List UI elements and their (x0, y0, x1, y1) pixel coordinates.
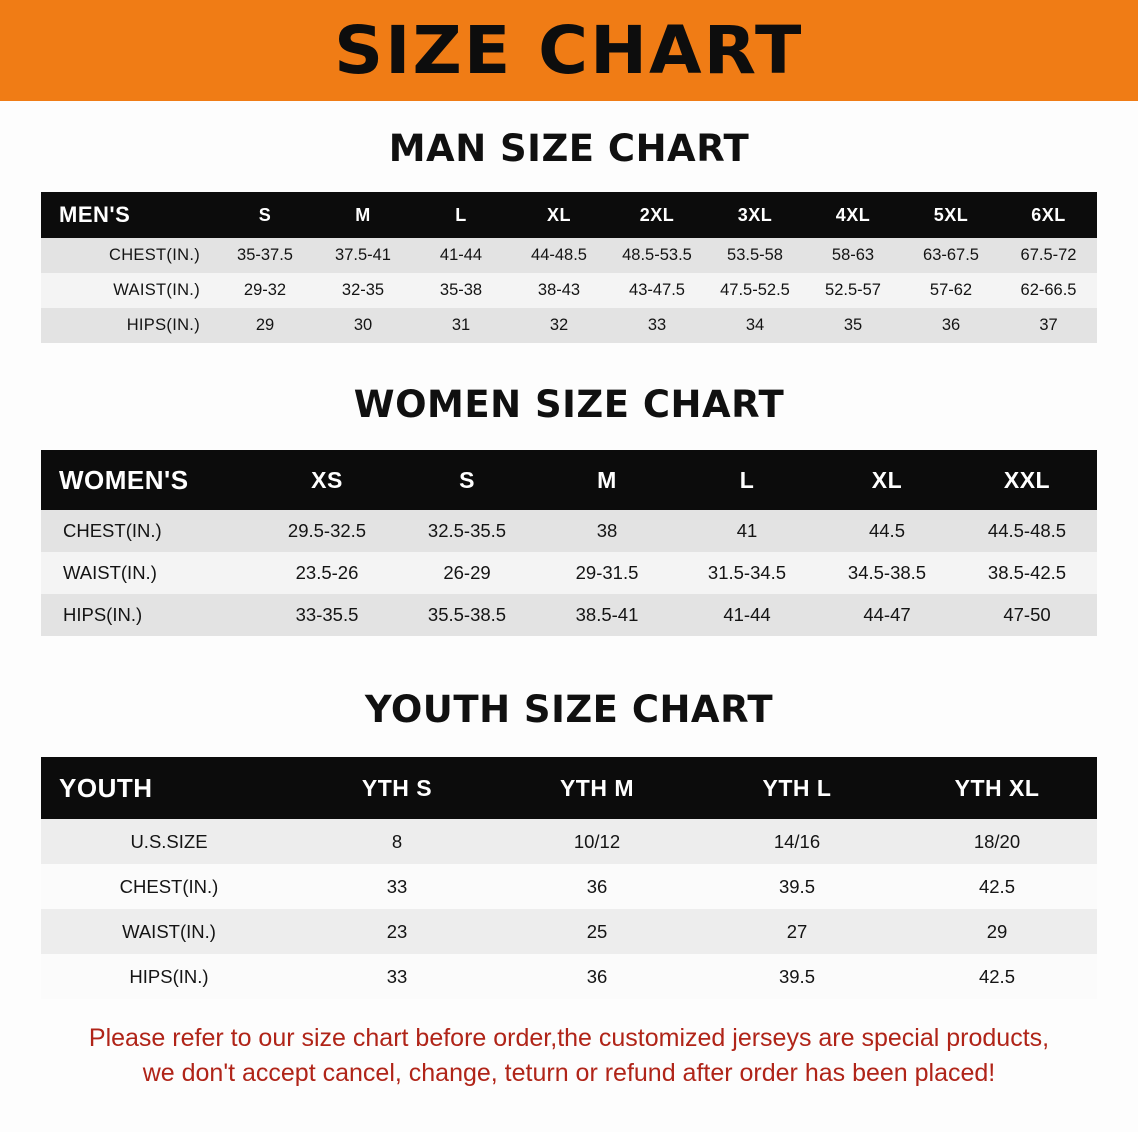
table-cell: 34 (706, 308, 804, 343)
column-header: WOMEN'S (41, 450, 257, 510)
women-table-wrapper (0, 450, 1138, 636)
row-header: CHEST(IN.) (41, 510, 257, 552)
table-cell: 8 (297, 819, 497, 864)
table-cell: 63-67.5 (902, 238, 1000, 273)
table-cell: 42.5 (897, 954, 1097, 999)
table-cell: 41 (677, 510, 817, 552)
table-cell: 36 (497, 864, 697, 909)
women-size-table (41, 450, 1097, 636)
table-cell: 30 (314, 308, 412, 343)
table-cell: 37.5-41 (314, 238, 412, 273)
table-cell: 33 (608, 308, 706, 343)
table-cell: 44.5-48.5 (957, 510, 1097, 552)
table-row (41, 594, 1097, 636)
women-section-title: WOMEN SIZE CHART (353, 383, 785, 426)
table-cell: 32.5-35.5 (397, 510, 537, 552)
table-cell: 44.5 (817, 510, 957, 552)
table-header-row (41, 757, 1097, 819)
row-header: WAIST(IN.) (41, 552, 257, 594)
row-header: HIPS(IN.) (41, 308, 216, 343)
table-cell: 38.5-42.5 (957, 552, 1097, 594)
men-size-table (41, 192, 1097, 343)
table-cell: 36 (497, 954, 697, 999)
table-row (41, 552, 1097, 594)
page-title: SIZE CHART (334, 11, 804, 89)
column-header: M (537, 450, 677, 510)
man-section-title: MAN SIZE CHART (388, 127, 750, 170)
table-header-row (41, 450, 1097, 510)
table-cell: 37 (1000, 308, 1097, 343)
table-cell: 25 (497, 909, 697, 954)
table-cell: 52.5-57 (804, 273, 902, 308)
column-header: XXL (957, 450, 1097, 510)
table-cell: 29 (216, 308, 314, 343)
table-row (41, 308, 1097, 343)
table-cell: 29.5-32.5 (257, 510, 397, 552)
table-cell: 23.5-26 (257, 552, 397, 594)
column-header: YTH XL (897, 757, 1097, 819)
table-cell: 33-35.5 (257, 594, 397, 636)
table-cell: 35-37.5 (216, 238, 314, 273)
table-cell: 38 (537, 510, 677, 552)
table-cell: 47.5-52.5 (706, 273, 804, 308)
table-cell: 29-31.5 (537, 552, 677, 594)
column-header: XS (257, 450, 397, 510)
table-cell: 44-47 (817, 594, 957, 636)
column-header: 5XL (902, 192, 1000, 238)
table-cell: 35-38 (412, 273, 510, 308)
table-cell: 32-35 (314, 273, 412, 308)
table-cell: 29-32 (216, 273, 314, 308)
table-cell: 67.5-72 (1000, 238, 1097, 273)
table-cell: 43-47.5 (608, 273, 706, 308)
column-header: XL (510, 192, 608, 238)
table-row (41, 819, 1097, 864)
column-header: YTH S (297, 757, 497, 819)
row-header: HIPS(IN.) (41, 954, 297, 999)
table-cell: 41-44 (677, 594, 817, 636)
table-cell: 34.5-38.5 (817, 552, 957, 594)
youth-size-table (41, 757, 1097, 999)
column-header: YTH L (697, 757, 897, 819)
table-cell: 36 (902, 308, 1000, 343)
table-cell: 58-63 (804, 238, 902, 273)
column-header: S (216, 192, 314, 238)
column-header: XL (817, 450, 957, 510)
table-cell: 48.5-53.5 (608, 238, 706, 273)
row-header: HIPS(IN.) (41, 594, 257, 636)
table-cell: 39.5 (697, 954, 897, 999)
table-cell: 39.5 (697, 864, 897, 909)
table-header-row (41, 192, 1097, 238)
disclaimer-note (40, 1021, 1098, 1090)
table-cell: 33 (297, 954, 497, 999)
row-header: WAIST(IN.) (41, 909, 297, 954)
youth-table-wrapper (0, 757, 1138, 999)
table-cell: 10/12 (497, 819, 697, 864)
table-cell: 26-29 (397, 552, 537, 594)
table-cell: 53.5-58 (706, 238, 804, 273)
table-cell: 35 (804, 308, 902, 343)
column-header: 3XL (706, 192, 804, 238)
column-header: 2XL (608, 192, 706, 238)
table-cell: 41-44 (412, 238, 510, 273)
column-header: YOUTH (41, 757, 297, 819)
table-cell: 62-66.5 (1000, 273, 1097, 308)
column-header: 4XL (804, 192, 902, 238)
header-banner (0, 0, 1138, 101)
column-header: YTH M (497, 757, 697, 819)
table-row (41, 273, 1097, 308)
table-row (41, 238, 1097, 273)
column-header: L (412, 192, 510, 238)
table-cell: 18/20 (897, 819, 1097, 864)
table-cell: 31 (412, 308, 510, 343)
disclaimer-line-1: Please refer to our size chart before order,the customized jerseys are special products, (88, 1024, 1050, 1052)
table-row (41, 864, 1097, 909)
youth-section-title: YOUTH SIZE CHART (364, 688, 774, 731)
table-row (41, 510, 1097, 552)
table-cell: 29 (897, 909, 1097, 954)
table-row (41, 954, 1097, 999)
table-cell: 57-62 (902, 273, 1000, 308)
table-cell: 33 (297, 864, 497, 909)
table-cell: 42.5 (897, 864, 1097, 909)
column-header: 6XL (1000, 192, 1097, 238)
man-table-wrapper (0, 192, 1138, 343)
table-cell: 35.5-38.5 (397, 594, 537, 636)
row-header: CHEST(IN.) (41, 864, 297, 909)
column-header: L (677, 450, 817, 510)
table-cell: 47-50 (957, 594, 1097, 636)
row-header: CHEST(IN.) (41, 238, 216, 273)
column-header: M (314, 192, 412, 238)
table-row (41, 909, 1097, 954)
table-cell: 44-48.5 (510, 238, 608, 273)
column-header: S (397, 450, 537, 510)
row-header: U.S.SIZE (41, 819, 297, 864)
disclaimer-line-2: we don't accept cancel, change, teturn or refund after order has been placed! (142, 1058, 996, 1087)
table-cell: 38-43 (510, 273, 608, 308)
table-cell: 31.5-34.5 (677, 552, 817, 594)
row-header: WAIST(IN.) (41, 273, 216, 308)
table-cell: 14/16 (697, 819, 897, 864)
table-cell: 23 (297, 909, 497, 954)
table-cell: 38.5-41 (537, 594, 677, 636)
table-cell: 32 (510, 308, 608, 343)
column-header: MEN'S (41, 192, 216, 238)
table-cell: 27 (697, 909, 897, 954)
